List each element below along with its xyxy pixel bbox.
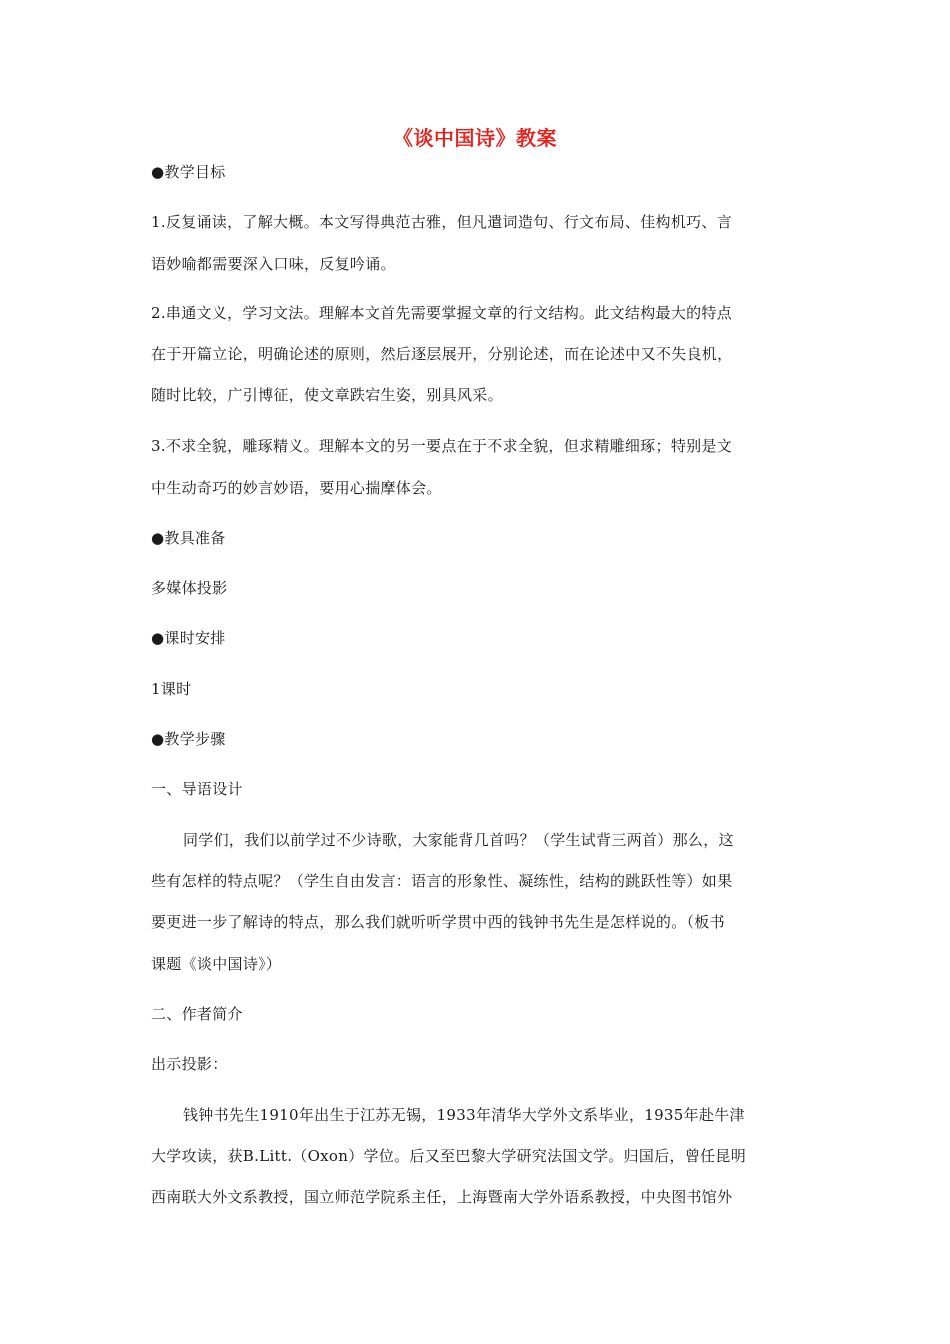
paragraph-line: 多媒体投影 — [151, 579, 228, 597]
paragraph-line: 在于开篇立论，明确论述的原则，然后逐层展开，分别论述，而在论述中又不失良机， — [151, 345, 733, 363]
section-heading-materials: ●教具准备 — [151, 529, 226, 547]
paragraph-line: 钱钟书先生1910年出生于江苏无锡，1933年清华大学外文系毕业，1935年赴牛津 — [183, 1106, 745, 1124]
paragraph-line: 随时比较，广引博征，使文章跌宕生姿，别具风采。 — [151, 386, 503, 404]
paragraph-line: 要更进一步了解诗的特点，那么我们就听听学贯中西的钱钟书先生是怎样说的。（板书 — [151, 913, 725, 931]
paragraph-line: 语妙喻都需要深入口味，反复吟诵。 — [151, 255, 396, 273]
paragraph-line: 1课时 — [151, 680, 192, 698]
subsection-heading-intro: 一、导语设计 — [151, 780, 243, 798]
paragraph-line: 3.不求全貌，雕琢精义。理解本文的另一要点在于不求全貌，但求精雕细琢；特别是文 — [151, 437, 733, 455]
section-heading-schedule: ●课时安排 — [151, 629, 226, 647]
subsection-heading-author: 二、作者简介 — [151, 1005, 243, 1023]
paragraph-line: 西南联大外文系教授，国立师范学院系主任，上海暨南大学外语系教授，中央图书馆外 — [151, 1188, 733, 1206]
paragraph-line: 2.串通文义，学习文法。理解本文首先需要掌握文章的行文结构。此文结构最大的特点 — [151, 304, 733, 322]
paragraph-line: 课题《谈中国诗》） — [151, 955, 282, 973]
paragraph-line: 1.反复诵读，了解大概。本文写得典范古雅，但凡遣词造句、行文布局、佳构机巧、言 — [151, 213, 733, 231]
paragraph-line: 出示投影： — [151, 1055, 228, 1073]
paragraph-line: 中生动奇巧的妙言妙语，要用心揣摩体会。 — [151, 479, 442, 497]
paragraph-line: 大学攻读，获B.Litt.（Oxon）学位。后又至巴黎大学研究法国文学。归国后，曾任昆明 — [151, 1147, 747, 1165]
section-heading-teaching-goals: ●教学目标 — [151, 163, 226, 181]
section-heading-steps: ●教学步骤 — [151, 730, 226, 748]
paragraph-line: 些有怎样的特点呢？（学生自由发言：语言的形象性、凝练性，结构的跳跃性等）如果 — [151, 872, 733, 890]
paragraph-line: 同学们，我们以前学过不少诗歌，大家能背几首吗？（学生试背三两首）那么，这 — [183, 831, 734, 849]
document-title: 《谈中国诗》教案 — [393, 126, 557, 150]
